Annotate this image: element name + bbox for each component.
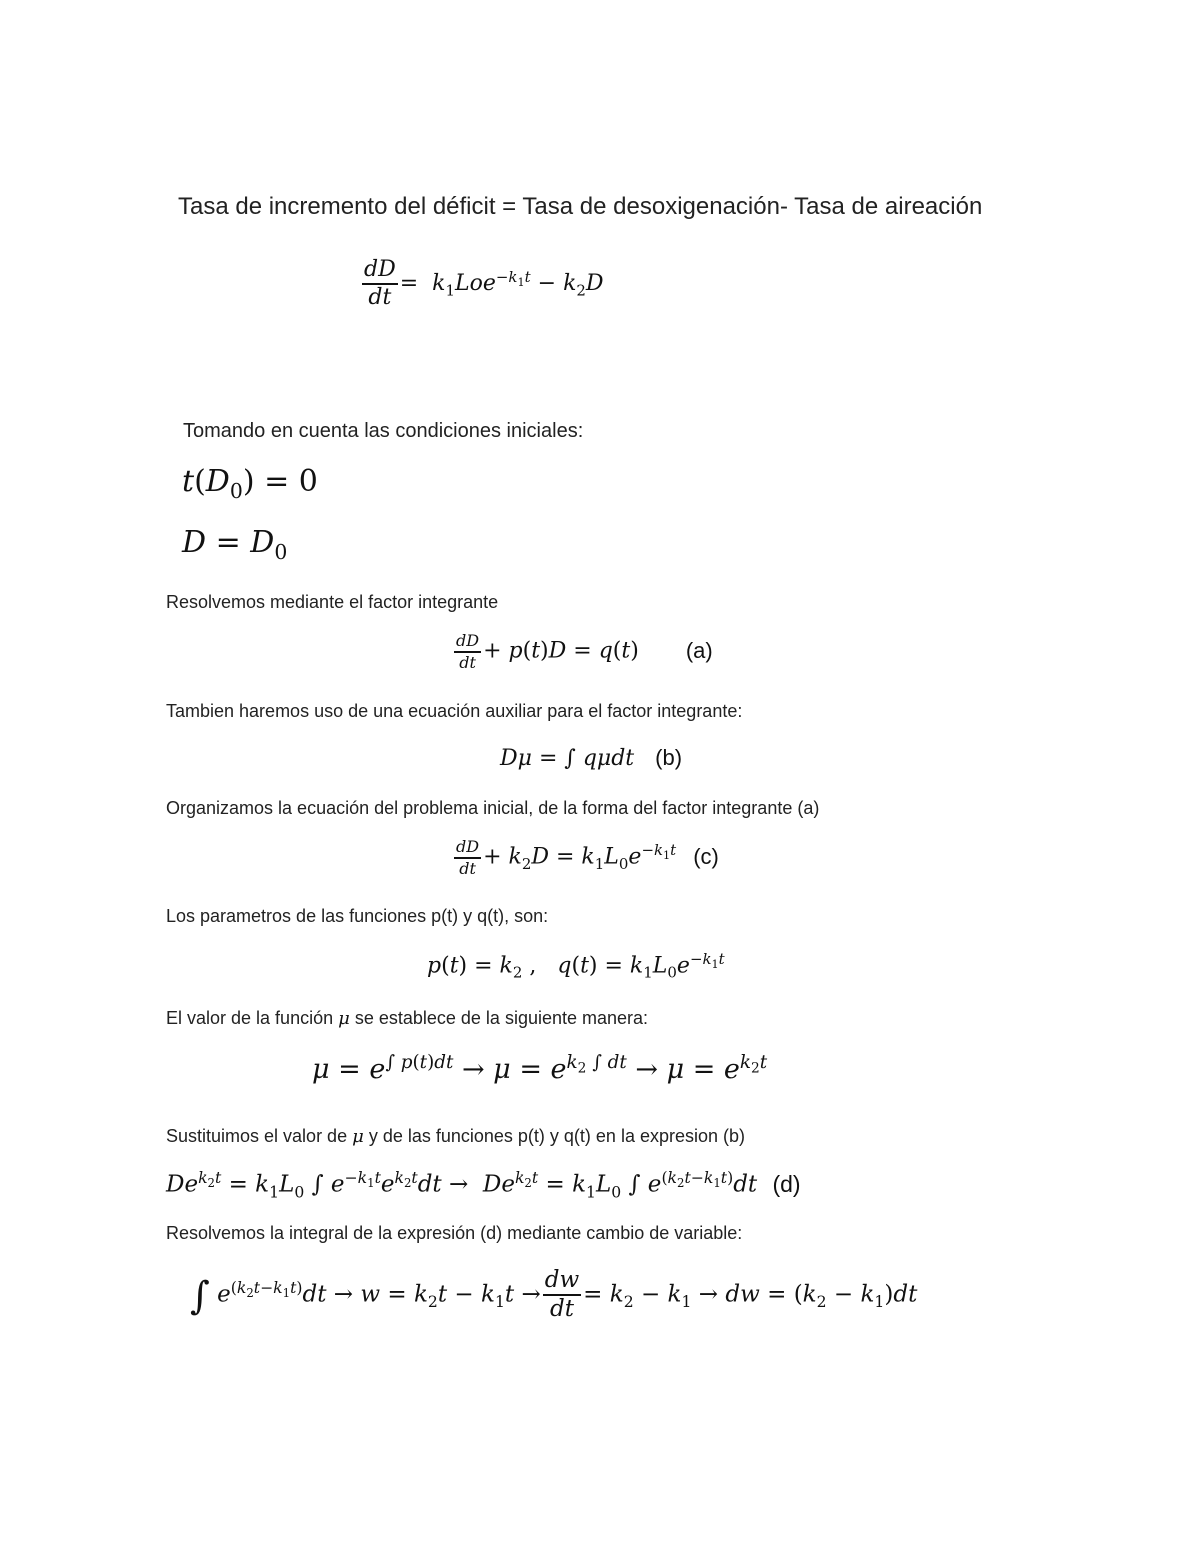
label-b: (b) <box>655 745 683 770</box>
equation-deficit-rate: $\frac{dD}{dt}$ = $k_1Loe^{-k_1t} - k_2D$ <box>364 257 604 311</box>
method-text: Resolvemos mediante el factor integrante <box>166 592 499 612</box>
mu-symbol-2: μ <box>352 1126 364 1147</box>
initial-conditions-text: Tomando en cuenta las condiciones iniciales: <box>183 420 584 442</box>
equation-initial-d: $D = D_0$ <box>182 525 288 564</box>
equation-change-variable: ∫ $e^{(k_2t-k_1t)}dt \to w = k_2t - k_1t$ → $\frac{dw}{dt}$ = $k_2 - k_1$ → dw = $(k_2 - k_1)dt$ <box>190 1267 918 1323</box>
equation-initial-t: $t(D_0) = 0$ <box>182 464 318 503</box>
equation-params: $p(t) = k_2$ , $q(t) = k_1L_0e^{-k_1t}$ <box>427 950 725 982</box>
equation-c: $\frac{dD}{dt}$ + $k_2D = k_1L_0e^{-k_1t}$ (c) <box>456 837 719 878</box>
label-c: (c) <box>693 843 719 869</box>
mu-text-before: El valor de la función <box>166 1008 334 1028</box>
mu-symbol: μ <box>338 1008 350 1029</box>
params-text: Los parametros de las funciones p(t) y q(t), son: <box>166 906 549 926</box>
mu-text-after: se establece de la siguiente manera: <box>354 1008 649 1028</box>
equation-mu: $\mu = e^{\int p(t)dt} \to \mu = e^{k_2 \int dt} \to \mu = e^{k_2t}$ <box>312 1052 768 1085</box>
equation-b: Dμ = ∫ qμdt (b) <box>500 745 683 771</box>
subst-text-before: Sustituimos el valor de <box>166 1126 348 1146</box>
mu-text <box>166 1008 648 1029</box>
label-d: (d) <box>772 1170 801 1197</box>
substitution-text <box>166 1126 745 1147</box>
subst-text-after: y de las funciones p(t) y q(t) en la expresion (b) <box>368 1126 745 1146</box>
equation-d: $De^{k_2t} = k_1L_0$ ∫ $e^{-k_1t}e^{k_2t}dt \to De^{k_2t} = k_1L_0$ ∫ $e^{(k_2t-k_1t)}dt$ (d) <box>166 1168 801 1202</box>
integral-text: Resolvemos la integral de la expresión (d) mediante cambio de variable: <box>166 1223 743 1243</box>
organize-text: Organizamos la ecuación del problema inicial, de la forma del factor integrante (a) <box>166 798 820 818</box>
label-a: (a) <box>685 637 713 663</box>
aux-equation-text: Tambien haremos uso de una ecuación auxiliar para el factor integrante: <box>166 701 743 721</box>
equation-a: $\frac{dD}{dt}$ + p(t)D = q(t) (a) <box>456 631 713 672</box>
heading: Tasa de incremento del déficit = Tasa de desoxigenación- Tasa de aireación <box>178 193 983 220</box>
